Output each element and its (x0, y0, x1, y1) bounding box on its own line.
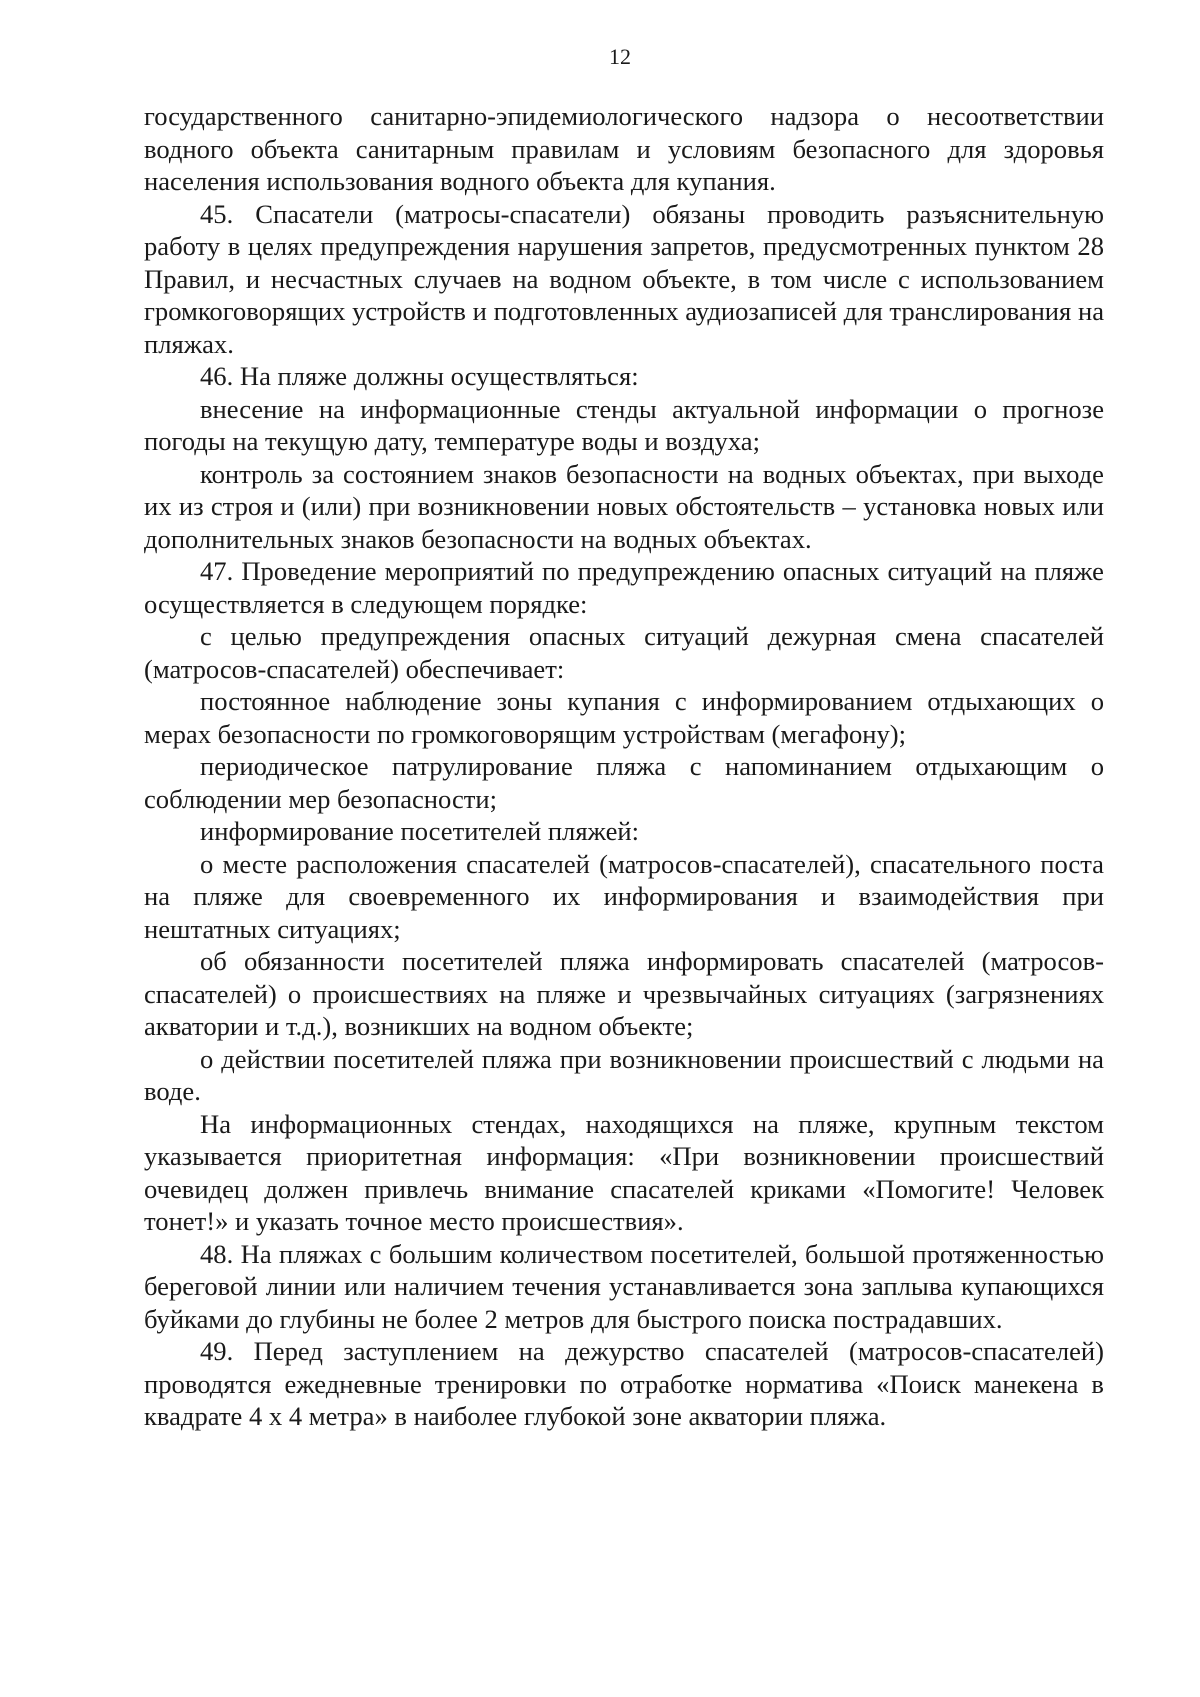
paragraph-46: 46. На пляже должны осуществляться: (200, 361, 639, 391)
paragraph-45: 45. Спасатели (матросы-спасатели) обязаны проводить разъяснительную работу в целях предупреждения нарушения запретов, предусмотренных пунктом 28 Правил, и несчастных случаев на водном объекте, в том числе с использованием громкоговорящих устройств и подготовленных аудиозаписей для транслирования на пляжах. (144, 198, 1104, 359)
paragraph-46-item-signs: контроль за состоянием знаков безопасности на водных объектах, при выходе их из строя и (или) при возникновении новых обстоятельств – установка новых или дополнительных знаков безопасности на водных объектах. (144, 458, 1104, 554)
paragraph-48: 48. На пляжах с большим количеством посетителей, большой протяженностью береговой линии или наличием течения устанавливается зона заплыва купающихся буйками до глубины не более 2 метров для быстрого поиска пострадавших. (144, 1238, 1104, 1334)
paragraph-47-observation: постоянное наблюдение зоны купания с информированием отдыхающих о мерах безопасности по громкоговорящим устройствам (мегафону); (144, 686, 1104, 749)
paragraph-47-informing: информирование посетителей пляжей: (200, 816, 640, 846)
paragraph-46-item-weather: внесение на информационные стенды актуальной информации о прогнозе погоды на текущую дату, температуре воды и воздуха; (144, 393, 1104, 456)
paragraph-info-stands: На информационных стендах, находящихся на пляже, крупным текстом указывается приоритетная информация: «При возникновении происшествий очевидец должен привлечь внимание спасателей криками «Помогите! Человек тонет!» и указать точное место происшествия». (144, 1108, 1104, 1236)
page-number: 12 (609, 44, 631, 69)
paragraph-47-patrol: периодическое патрулирование пляжа с напоминанием отдыхающим о соблюдении мер безопасности; (144, 751, 1104, 814)
paragraph-continuation: государственного санитарно-эпидемиологического надзора о несоответствии водного объекта санитарным правилам и условиям безопасного для здоровья населения использования водного объекта для купания. (144, 101, 1104, 196)
paragraph-47-location: о месте расположения спасателей (матросов-спасателей), спасательного поста на пляже для своевременного их информирования и взаимодействия при нештатных ситуациях; (144, 848, 1104, 944)
paragraph-47-duty-report: об обязанности посетителей пляжа информировать спасателей (матросов-спасателей) о происшествиях на пляже и чрезвычайных ситуациях (загрязнениях акватории и т.д.), возникших на водном объекте; (144, 946, 1104, 1041)
paragraph-47-duty-shift: с целью предупреждения опасных ситуаций дежурная смена спасателей (матросов-спасателей) обеспечивает: (144, 621, 1104, 684)
paragraph-47: 47. Проведение мероприятий по предупреждению опасных ситуаций на пляже осуществляется в следующем порядке: (144, 556, 1104, 619)
paragraph-49: 49. Перед заступлением на дежурство спасателей (матросов-спасателей) проводятся ежедневные тренировки по отработке норматива «Поиск манекена в квадрате 4 x 4 метра» в наиболее глубокой зоне акватории пляжа. (144, 1336, 1104, 1431)
document-body (144, 100, 1104, 1433)
paragraph-47-actions: о действии посетителей пляжа при возникновении происшествий с людьми на воде. (144, 1043, 1104, 1106)
